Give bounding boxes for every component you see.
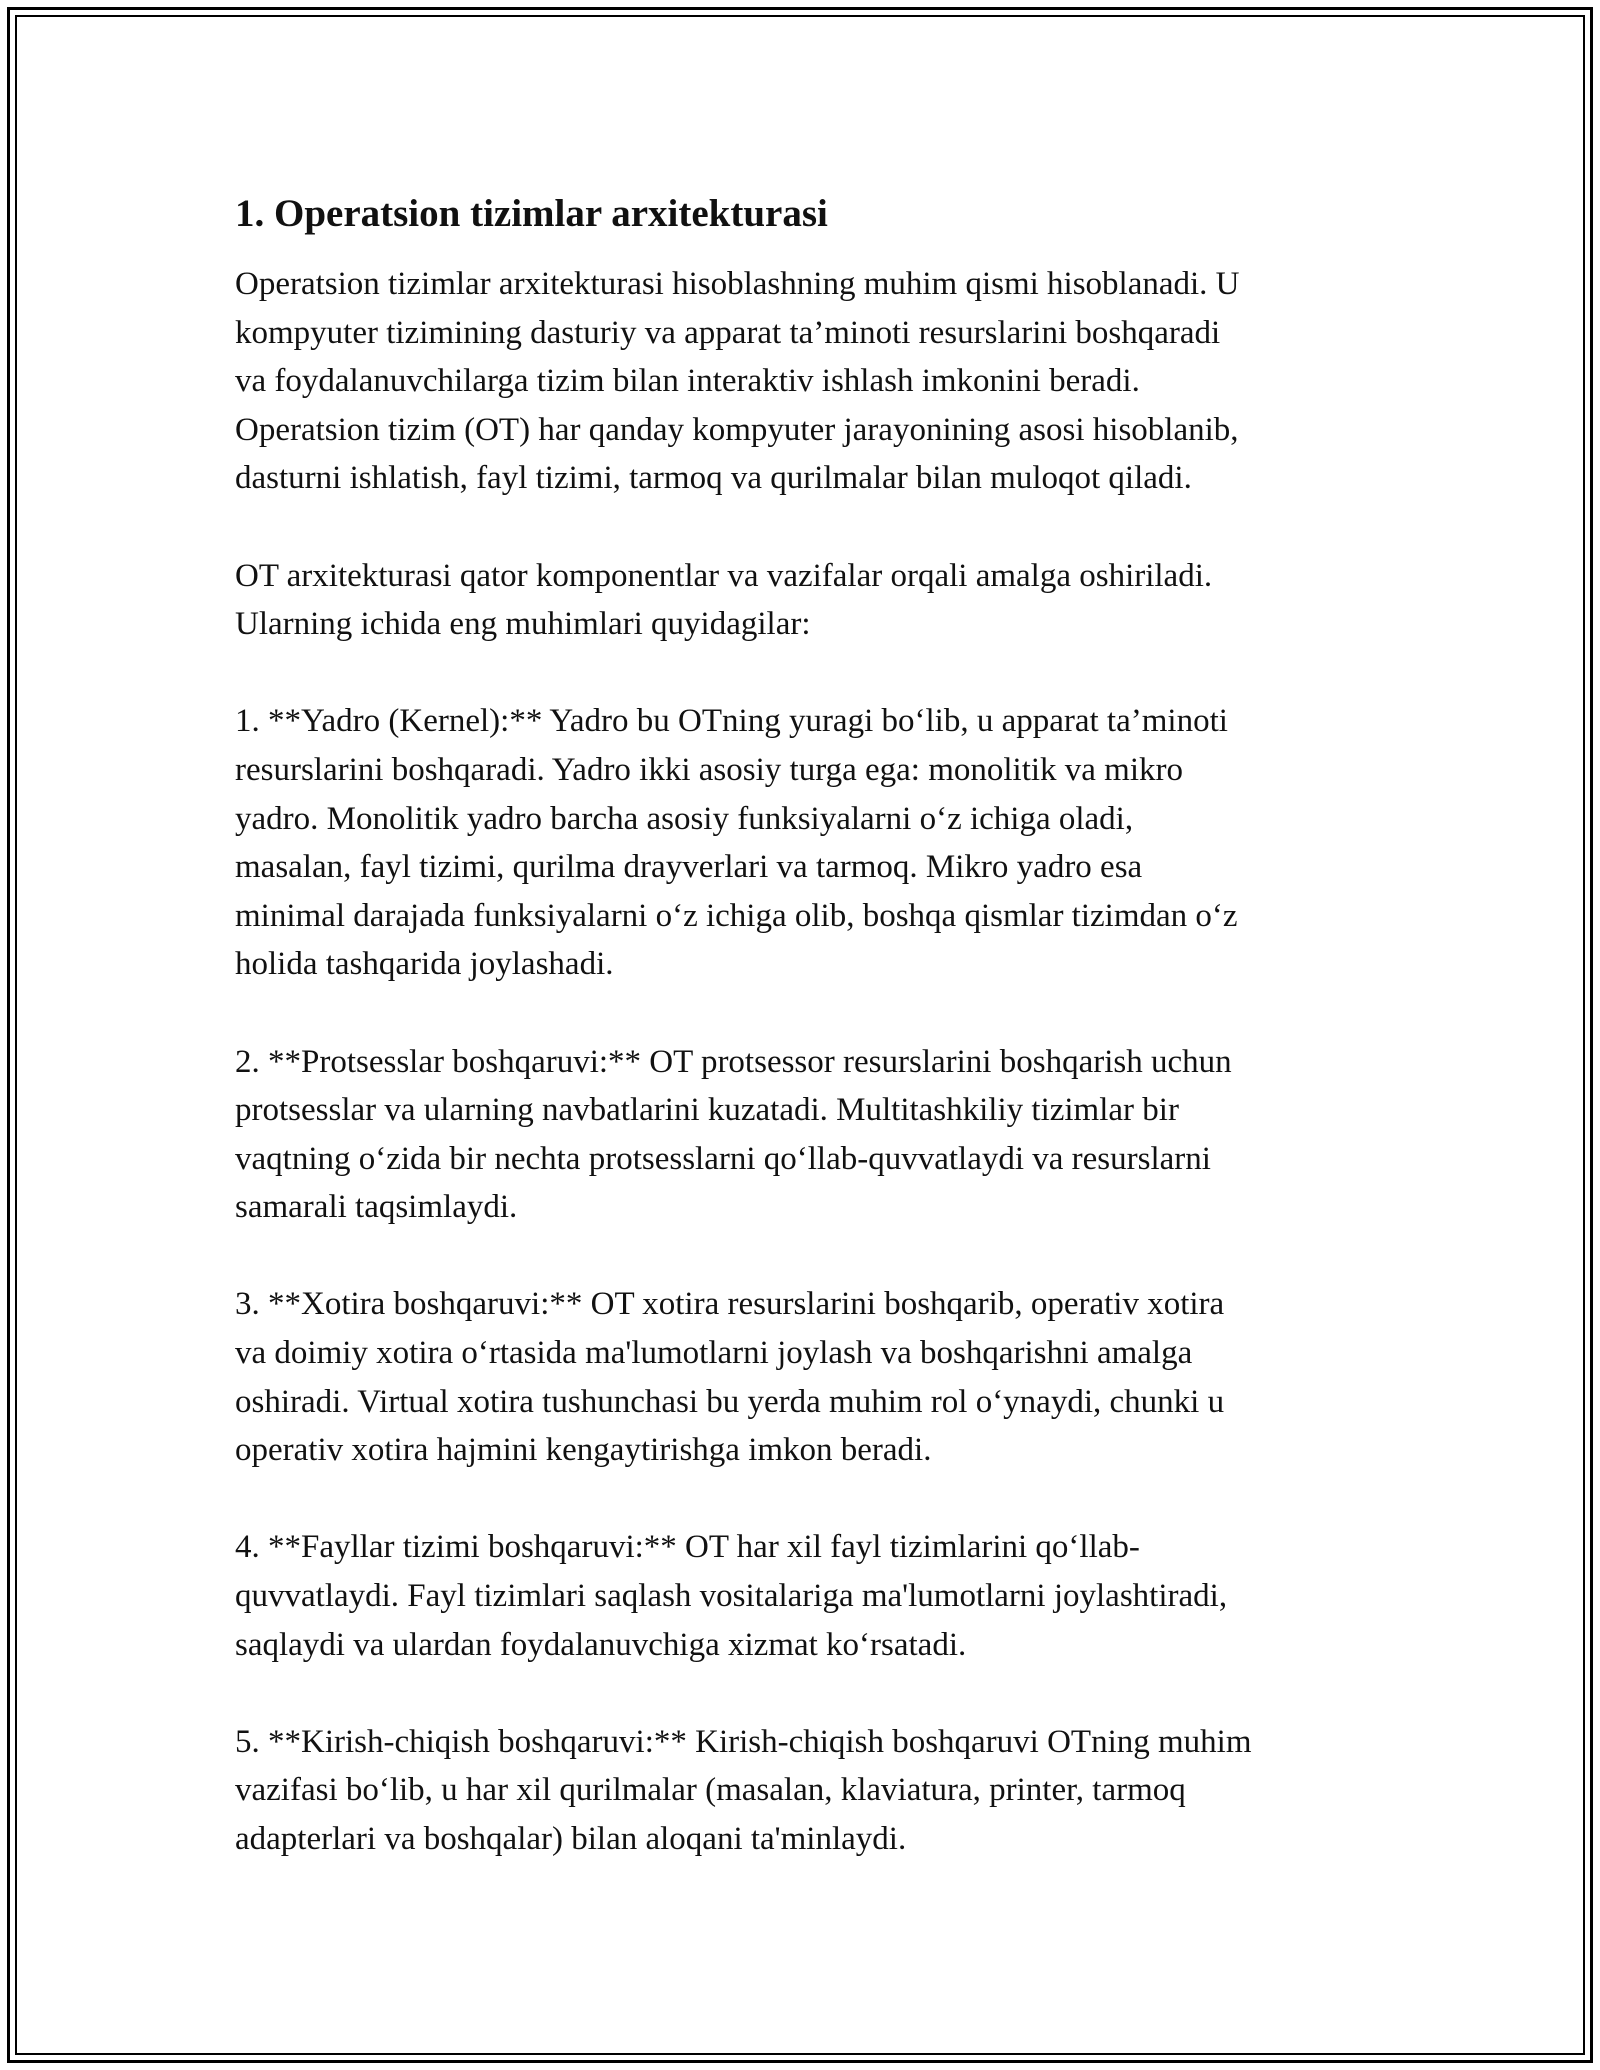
text-line: dasturni ishlatish, fayl tizimi, tarmoq va qurilmalar bilan muloqot qiladi. <box>235 460 1192 497</box>
paragraph <box>235 1718 1395 1864</box>
text-line: vaqtning o‘zida bir nechta protsesslarni qo‘llab-quvvatlaydi va resurslarni <box>235 1140 1211 1177</box>
text-line: 1. **Yadro (Kernel):** Yadro bu OTning yuragi bo‘lib, u apparat ta’minoti <box>235 703 1228 740</box>
text-line: 4. **Fayllar tizimi boshqaruvi:** OT har xil fayl tizimlarini qo‘llab- <box>235 1529 1140 1566</box>
text-line: OT arxitekturasi qator komponentlar va vazifalar orqali amalga oshiriladi. <box>235 557 1213 594</box>
document-heading: 1. Operatsion tizimlar arxitekturasi <box>235 192 828 235</box>
text-line: oshiradi. Virtual xotira tushunchasi bu yerda muhim rol o‘ynaydi, chunki u <box>235 1383 1225 1420</box>
text-line: va foydalanuvchilarga tizim bilan interaktiv ishlash imkonini beradi. <box>235 363 1140 400</box>
paragraph <box>235 1280 1395 1474</box>
text-line: Ularning ichida eng muhimlari quyidagilar: <box>235 606 811 643</box>
text-line: minimal darajada funksiyalarni o‘z ichiga olib, boshqa qismlar tizimdan o‘z <box>235 897 1238 934</box>
text-line: holida tashqarida joylashadi. <box>235 946 614 983</box>
text-line: kompyuter tizimining dasturiy va apparat ta’minoti resurslarini boshqaradi <box>235 314 1221 351</box>
paragraph <box>235 260 1395 503</box>
paragraph-list <box>235 260 1395 1864</box>
paragraph <box>235 1038 1395 1232</box>
text-line: vazifasi bo‘lib, u har xil qurilmalar (masalan, klaviatura, printer, tarmoq <box>235 1772 1186 1809</box>
text-line: va doimiy xotira o‘rtasida ma'lumotlarni joylash va boshqarishni amalga <box>235 1335 1193 1372</box>
text-line: 5. **Kirish-chiqish boshqaruvi:** Kirish-chiqish boshqaruvi OTning muhim <box>235 1723 1252 1760</box>
paragraph <box>235 552 1395 649</box>
text-line: samarali taqsimlaydi. <box>235 1189 518 1226</box>
text-line: adapterlari va boshqalar) bilan aloqani ta'minlaydi. <box>235 1821 907 1857</box>
text-line: Operatsion tizim (OT) har qanday kompyuter jarayonining asosi hisoblanib, <box>235 411 1239 448</box>
text-line: saqlaydi va ulardan foydalanuvchiga xizmat ko‘rsatadi. <box>235 1626 967 1663</box>
text-line: 2. **Protsesslar boshqaruvi:** OT protsessor resurslarini boshqarish uchun <box>235 1043 1232 1080</box>
text-line: 3. **Xotira boshqaruvi:** OT xotira resurslarini boshqarib, operativ xotira <box>235 1286 1225 1323</box>
document-body <box>235 186 1395 1864</box>
text-line: masalan, fayl tizimi, qurilma drayverlari va tarmoq. Mikro yadro esa <box>235 849 1143 886</box>
text-line: protsesslar va ularning navbatlarini kuzatadi. Multitashkiliy tizimlar bir <box>235 1092 1179 1129</box>
paragraph <box>235 1523 1395 1669</box>
text-line: quvvatlaydi. Fayl tizimlari saqlash vositalariga ma'lumotlarni joylashtiradi, <box>235 1578 1228 1615</box>
paragraph <box>235 697 1395 989</box>
text-line: operativ xotira hajmini kengaytirishga imkon beradi. <box>235 1432 932 1469</box>
text-line: resurslarini boshqaradi. Yadro ikki asosiy turga ega: monolitik va mikro <box>235 751 1184 788</box>
text-line: yadro. Monolitik yadro barcha asosiy funksiyalarni o‘z ichiga oladi, <box>235 800 1134 837</box>
text-line: Operatsion tizimlar arxitekturasi hisoblashning muhim qismi hisoblanadi. U <box>235 266 1240 302</box>
